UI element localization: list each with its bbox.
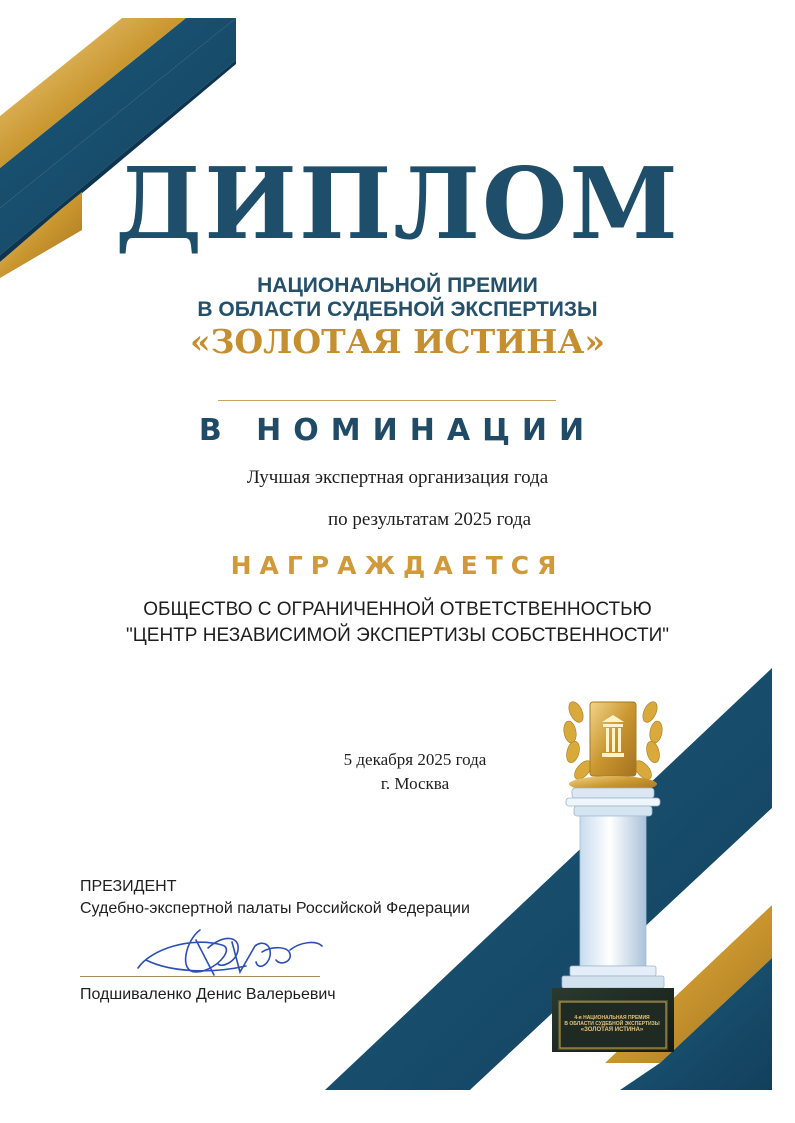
award-name: «ЗОЛОТАЯ ИСТИНА» — [190, 322, 605, 361]
divider — [218, 400, 556, 401]
award-subtitle-line-2: В ОБЛАСТИ СУДЕБНОЙ ЭКСПЕРТИЗЫ — [197, 298, 598, 321]
recipient-line-1: ОБЩЕСТВО С ОГРАНИЧЕННОЙ ОТВЕТСТВЕННОСТЬЮ — [143, 599, 652, 620]
award-subtitle-line-1: НАЦИОНАЛЬНОЙ ПРЕМИИ — [257, 274, 538, 297]
awarded-heading: НАГРАЖДАЕТСЯ — [230, 551, 565, 580]
signatory-name: Подшиваленко Денис Валерьевич — [80, 986, 336, 1003]
plaque-line-1: 4-я НАЦИОНАЛЬНАЯ ПРЕМИЯ — [574, 1015, 650, 1021]
signatory-role: ПРЕЗИДЕНТ — [80, 878, 177, 895]
nomination-title: Лучшая экспертная организация года — [246, 467, 549, 488]
nomination-heading: В НОМИНАЦИИ — [198, 413, 597, 448]
recipient-line-2: "ЦЕНТР НЕЗАВИСИМОЙ ЭКСПЕРТИЗЫ СОБСТВЕННОСТИ" — [125, 625, 670, 646]
signatory-block — [80, 876, 470, 920]
signature-line — [80, 976, 320, 977]
plaque-line-3: «ЗОЛОТАЯ ИСТИНА» — [580, 1027, 644, 1033]
diploma-title: ДИПЛОМ — [115, 147, 680, 262]
award-city: г. Москва — [380, 774, 450, 793]
date-block — [330, 748, 500, 796]
award-date: 5 декабря 2025 года — [343, 750, 487, 769]
signature-image — [138, 930, 322, 975]
signatory-organization: Судебно-экспертной палаты Российской Федерации — [80, 900, 470, 917]
trophy-plaque — [560, 1003, 664, 1047]
period-text: по результатам 2025 года — [327, 509, 532, 530]
plaque-line-2: В ОБЛАСТИ СУДЕБНОЙ ЭКСПЕРТИЗЫ — [564, 1021, 660, 1027]
